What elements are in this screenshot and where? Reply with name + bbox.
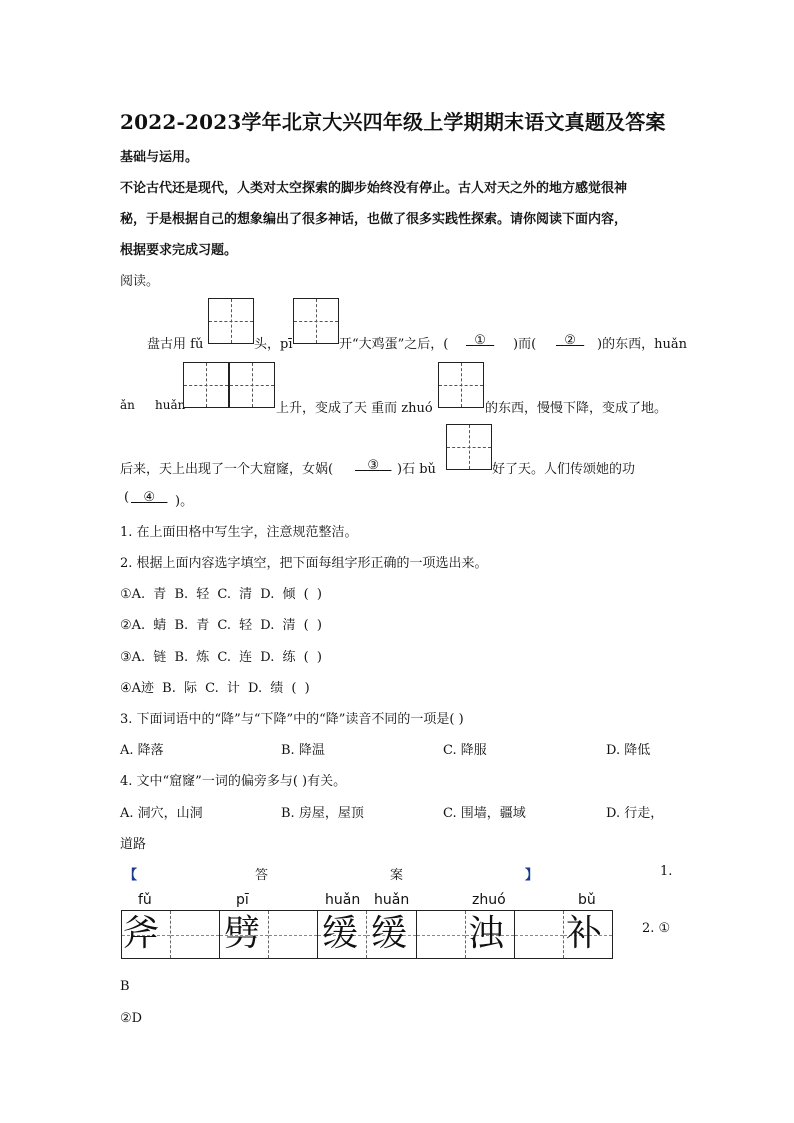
question-3-option: B. 降温 xyxy=(281,743,325,758)
question-3: 3. 下面词语中的“降”与“下降”中的“降”读音不同的一项是( ) xyxy=(120,712,464,727)
question-4-option: C. 围墙，疆域 xyxy=(443,806,526,821)
passage-text: )。 xyxy=(175,494,194,509)
answer-bracket-right: 】 xyxy=(525,868,539,883)
question-2-option-row: ②A. 蜻 B. 青 C. 轻 D. 清 ( ) xyxy=(120,618,322,633)
blank-3[interactable] xyxy=(355,458,391,473)
question-4-option: A. 洞穴，山洞 xyxy=(120,806,203,821)
passage-text: 好了天。人们传颂她的功 xyxy=(492,462,636,477)
answer-character: 斧 xyxy=(123,913,160,954)
passage-text: ( xyxy=(124,490,130,505)
blank-label: ④ xyxy=(143,490,156,505)
grid-cell xyxy=(417,911,466,958)
passage-text: )而( xyxy=(513,337,537,352)
passage-text: 头，pī xyxy=(254,337,293,352)
question-2: 2. 根据上面内容选字填空，把下面每组字形正确的一项选出来。 xyxy=(120,556,488,571)
answer-heading: 案 xyxy=(390,868,404,883)
writing-box-fu[interactable] xyxy=(208,298,254,344)
answer-pinyin: fǔ xyxy=(138,892,152,908)
passage-text: ǎn xyxy=(120,398,135,412)
passage-text: 开“大鸡蛋”之后，( xyxy=(339,337,449,352)
question-1: 1. 在上面田格中写生字，注意规范整洁。 xyxy=(120,525,358,540)
answer-character: 缓 xyxy=(322,913,359,954)
writing-box-zhuo[interactable] xyxy=(438,362,484,408)
grid-cell xyxy=(515,911,564,958)
writing-box-huan-2[interactable] xyxy=(229,362,275,408)
blank-label: ① xyxy=(474,333,486,348)
blank-1[interactable] xyxy=(466,333,494,348)
section-heading: 基础与运用。 xyxy=(120,150,199,165)
answer-pinyin: bǔ xyxy=(578,892,596,908)
grid-cell xyxy=(269,911,318,958)
intro-line-3: 根据要求完成习题。 xyxy=(120,243,238,258)
page-title: 2022-2023学年北京大兴四年级上学期期末语文真题及答案 xyxy=(120,110,666,134)
answer-number-1: 1. xyxy=(660,864,673,879)
passage-text: 的东西，慢慢下降，变成了地。 xyxy=(485,401,668,416)
answer-pinyin: zhuó xyxy=(472,892,506,908)
answer-pinyin: huǎn xyxy=(374,892,410,908)
question-4: 4. 文中“窟窿”一词的偏旁多与( )有关。 xyxy=(120,774,347,789)
answer-value: ②D xyxy=(120,1011,143,1026)
answer-character: 补 xyxy=(566,913,603,954)
blank-label: ③ xyxy=(367,458,380,473)
grid-cell xyxy=(171,911,220,958)
question-4-option: B. 房屋，屋顶 xyxy=(281,806,364,821)
question-3-option: D. 降低 xyxy=(606,743,651,758)
answer-heading: 答 xyxy=(255,868,269,883)
writing-box-pi[interactable] xyxy=(293,298,339,344)
answer-bracket-left: 【 xyxy=(124,868,138,883)
passage-text: 后来，天上出现了一个大窟窿，女娲( xyxy=(120,462,334,477)
passage-text: )的东西，huǎn xyxy=(597,337,687,352)
question-3-option: A. 降落 xyxy=(120,743,164,758)
answer-character: 缓 xyxy=(371,913,408,954)
answer-pinyin: pī xyxy=(236,892,249,908)
writing-box-bu[interactable] xyxy=(446,424,492,470)
blank-2[interactable] xyxy=(556,333,584,348)
answer-writing-grid xyxy=(121,910,613,959)
answer-character: 劈 xyxy=(224,913,261,954)
blank-label: ② xyxy=(564,333,576,348)
read-label: 阅读。 xyxy=(120,274,160,289)
question-4-option-wrap: 道路 xyxy=(120,837,147,852)
passage-text: huǎn xyxy=(155,398,186,412)
answer-number-2: 2. ① xyxy=(642,921,671,936)
answer-pinyin: huǎn xyxy=(325,892,361,908)
question-2-option-row: ③A. 链 B. 炼 C. 连 D. 练 ( ) xyxy=(120,650,322,665)
question-2-option-row: ④A迹 B. 际 C. 计 D. 绩 ( ) xyxy=(120,681,310,696)
question-2-option-row: ①A. 青 B. 轻 C. 清 D. 倾 ( ) xyxy=(120,587,322,602)
blank-4[interactable] xyxy=(131,490,167,505)
answer-value: B xyxy=(120,979,130,994)
question-4-option: D. 行走， xyxy=(606,806,664,821)
intro-line-2: 秘，于是根据自己的想象编出了很多神话，也做了很多实践性探索。请你阅读下面内容， xyxy=(120,212,628,227)
intro-line-1: 不论古代还是现代，人类对太空探索的脚步始终没有停止。古人对天之外的地方感觉很神 xyxy=(120,181,628,196)
passage-text: 盘古用 fǔ xyxy=(147,337,204,352)
passage-text: 上升，变成了天 重而 zhuó xyxy=(276,401,433,416)
answer-character: 浊 xyxy=(468,913,505,954)
question-3-option: C. 降服 xyxy=(443,743,487,758)
passage-text: )石 bǔ xyxy=(397,462,436,477)
writing-box-huan-1[interactable] xyxy=(183,362,229,408)
